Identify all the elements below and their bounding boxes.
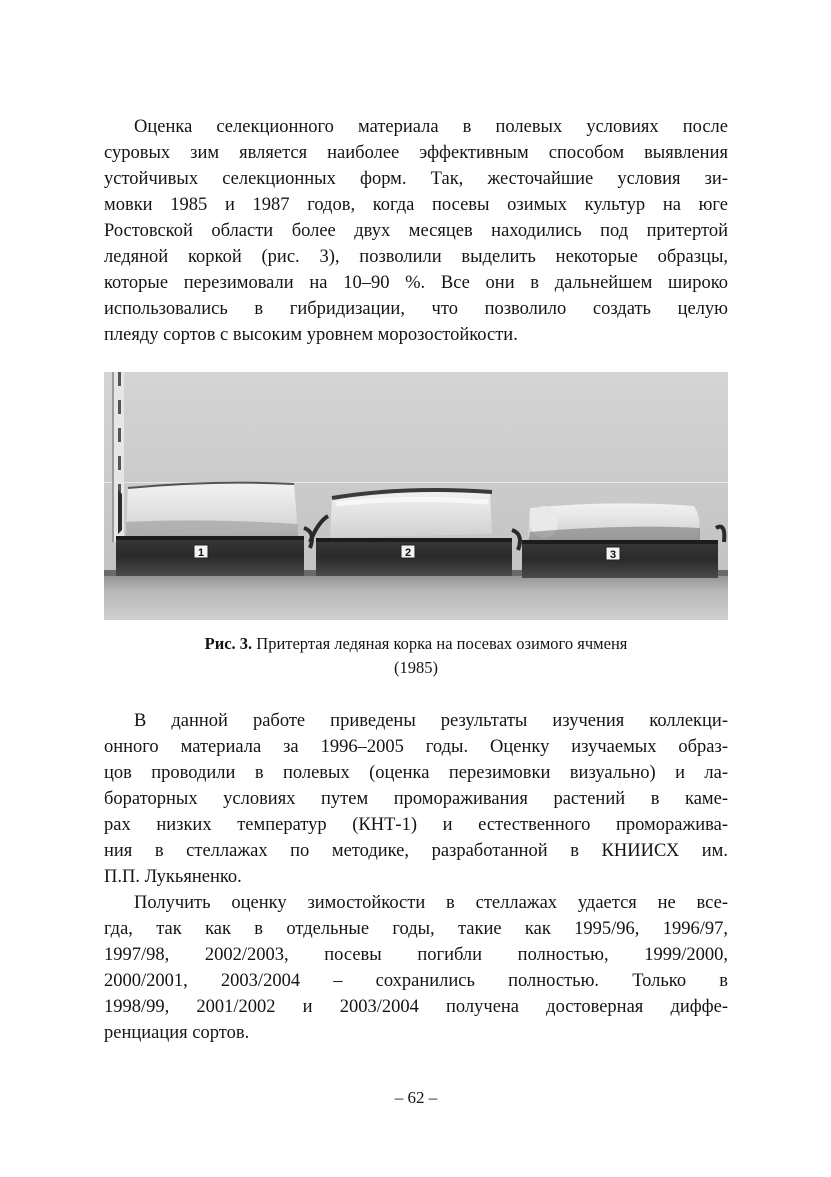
text-line: Получить оценку зимостойкости в стеллажах удается не все- xyxy=(134,893,728,913)
text-line: рах низких температур (КНТ-1) и естественного проморажива- xyxy=(104,815,728,835)
tray-3 xyxy=(522,503,724,578)
text-line: плеяду сортов с высоким уровнем морозостойкости. xyxy=(104,325,518,345)
text-line: онного материала за 1996–2005 годы. Оценку изучаемых образ- xyxy=(104,737,728,757)
text-line: использовались в гибридизации, что позволило создать целую xyxy=(104,299,728,319)
text-line: гда, так как в отдельные годы, такие как 1995/96, 1996/97, xyxy=(104,919,728,939)
text-line: 1997/98, 2002/2003, посевы погибли полностью, 1999/2000, xyxy=(104,945,728,965)
ice-crust-photo xyxy=(104,372,728,620)
tray-1 xyxy=(116,483,312,576)
text-line: ренциация сортов. xyxy=(104,1023,250,1043)
photo-illustration xyxy=(104,372,728,620)
figure-caption-label: Рис. 3. xyxy=(204,634,253,653)
text-line: П.П. Лукьяненко. xyxy=(104,867,242,887)
text-line: Оценка селекционного материала в полевых условиях после xyxy=(134,117,728,137)
tray-2 xyxy=(310,489,520,576)
text-line: которые перезимовали на 10–90 %. Все они в дальнейшем широко xyxy=(104,273,728,293)
tray-label-3: 3 xyxy=(609,549,617,561)
text-line: ния в стеллажах по методике, разработанной в КНИИСХ им. xyxy=(104,841,728,861)
tray-label-1: 1 xyxy=(197,547,205,559)
text-line: В данной работе приведены результаты изучения коллекци- xyxy=(134,711,728,731)
text-line: 1998/99, 2001/2002 и 2003/2004 получена достоверная диффе- xyxy=(104,997,728,1017)
text-line: цов проводили в полевых (оценка перезимовки визуально) и ла- xyxy=(104,763,728,783)
figure-caption-line-2: (1985) xyxy=(394,658,438,677)
text-line: суровых зим является наиболее эффективным способом выявления xyxy=(104,143,728,163)
figure-caption-text: Притертая ледяная корка на посевах озимого ячменя xyxy=(252,634,628,653)
text-line: бораторных условиях путем промораживания растений в каме- xyxy=(104,789,728,809)
text-line: 2000/2001, 2003/2004 – сохранились полностью. Только в xyxy=(104,971,728,991)
text-line: мовки 1985 и 1987 годов, когда посевы озимых культур на юге xyxy=(104,195,728,215)
figure-caption xyxy=(104,632,728,656)
page-number: – 62 – xyxy=(394,1088,438,1107)
text-line: устойчивых селекционных форм. Так, жесточайшие условия зи- xyxy=(104,169,728,189)
text-line: ледяной коркой (рис. 3), позволили выделить некоторые образцы, xyxy=(104,247,728,267)
tray-label-2: 2 xyxy=(404,547,412,559)
text-line: Ростовской области более двух месяцев находились под притертой xyxy=(104,221,728,241)
